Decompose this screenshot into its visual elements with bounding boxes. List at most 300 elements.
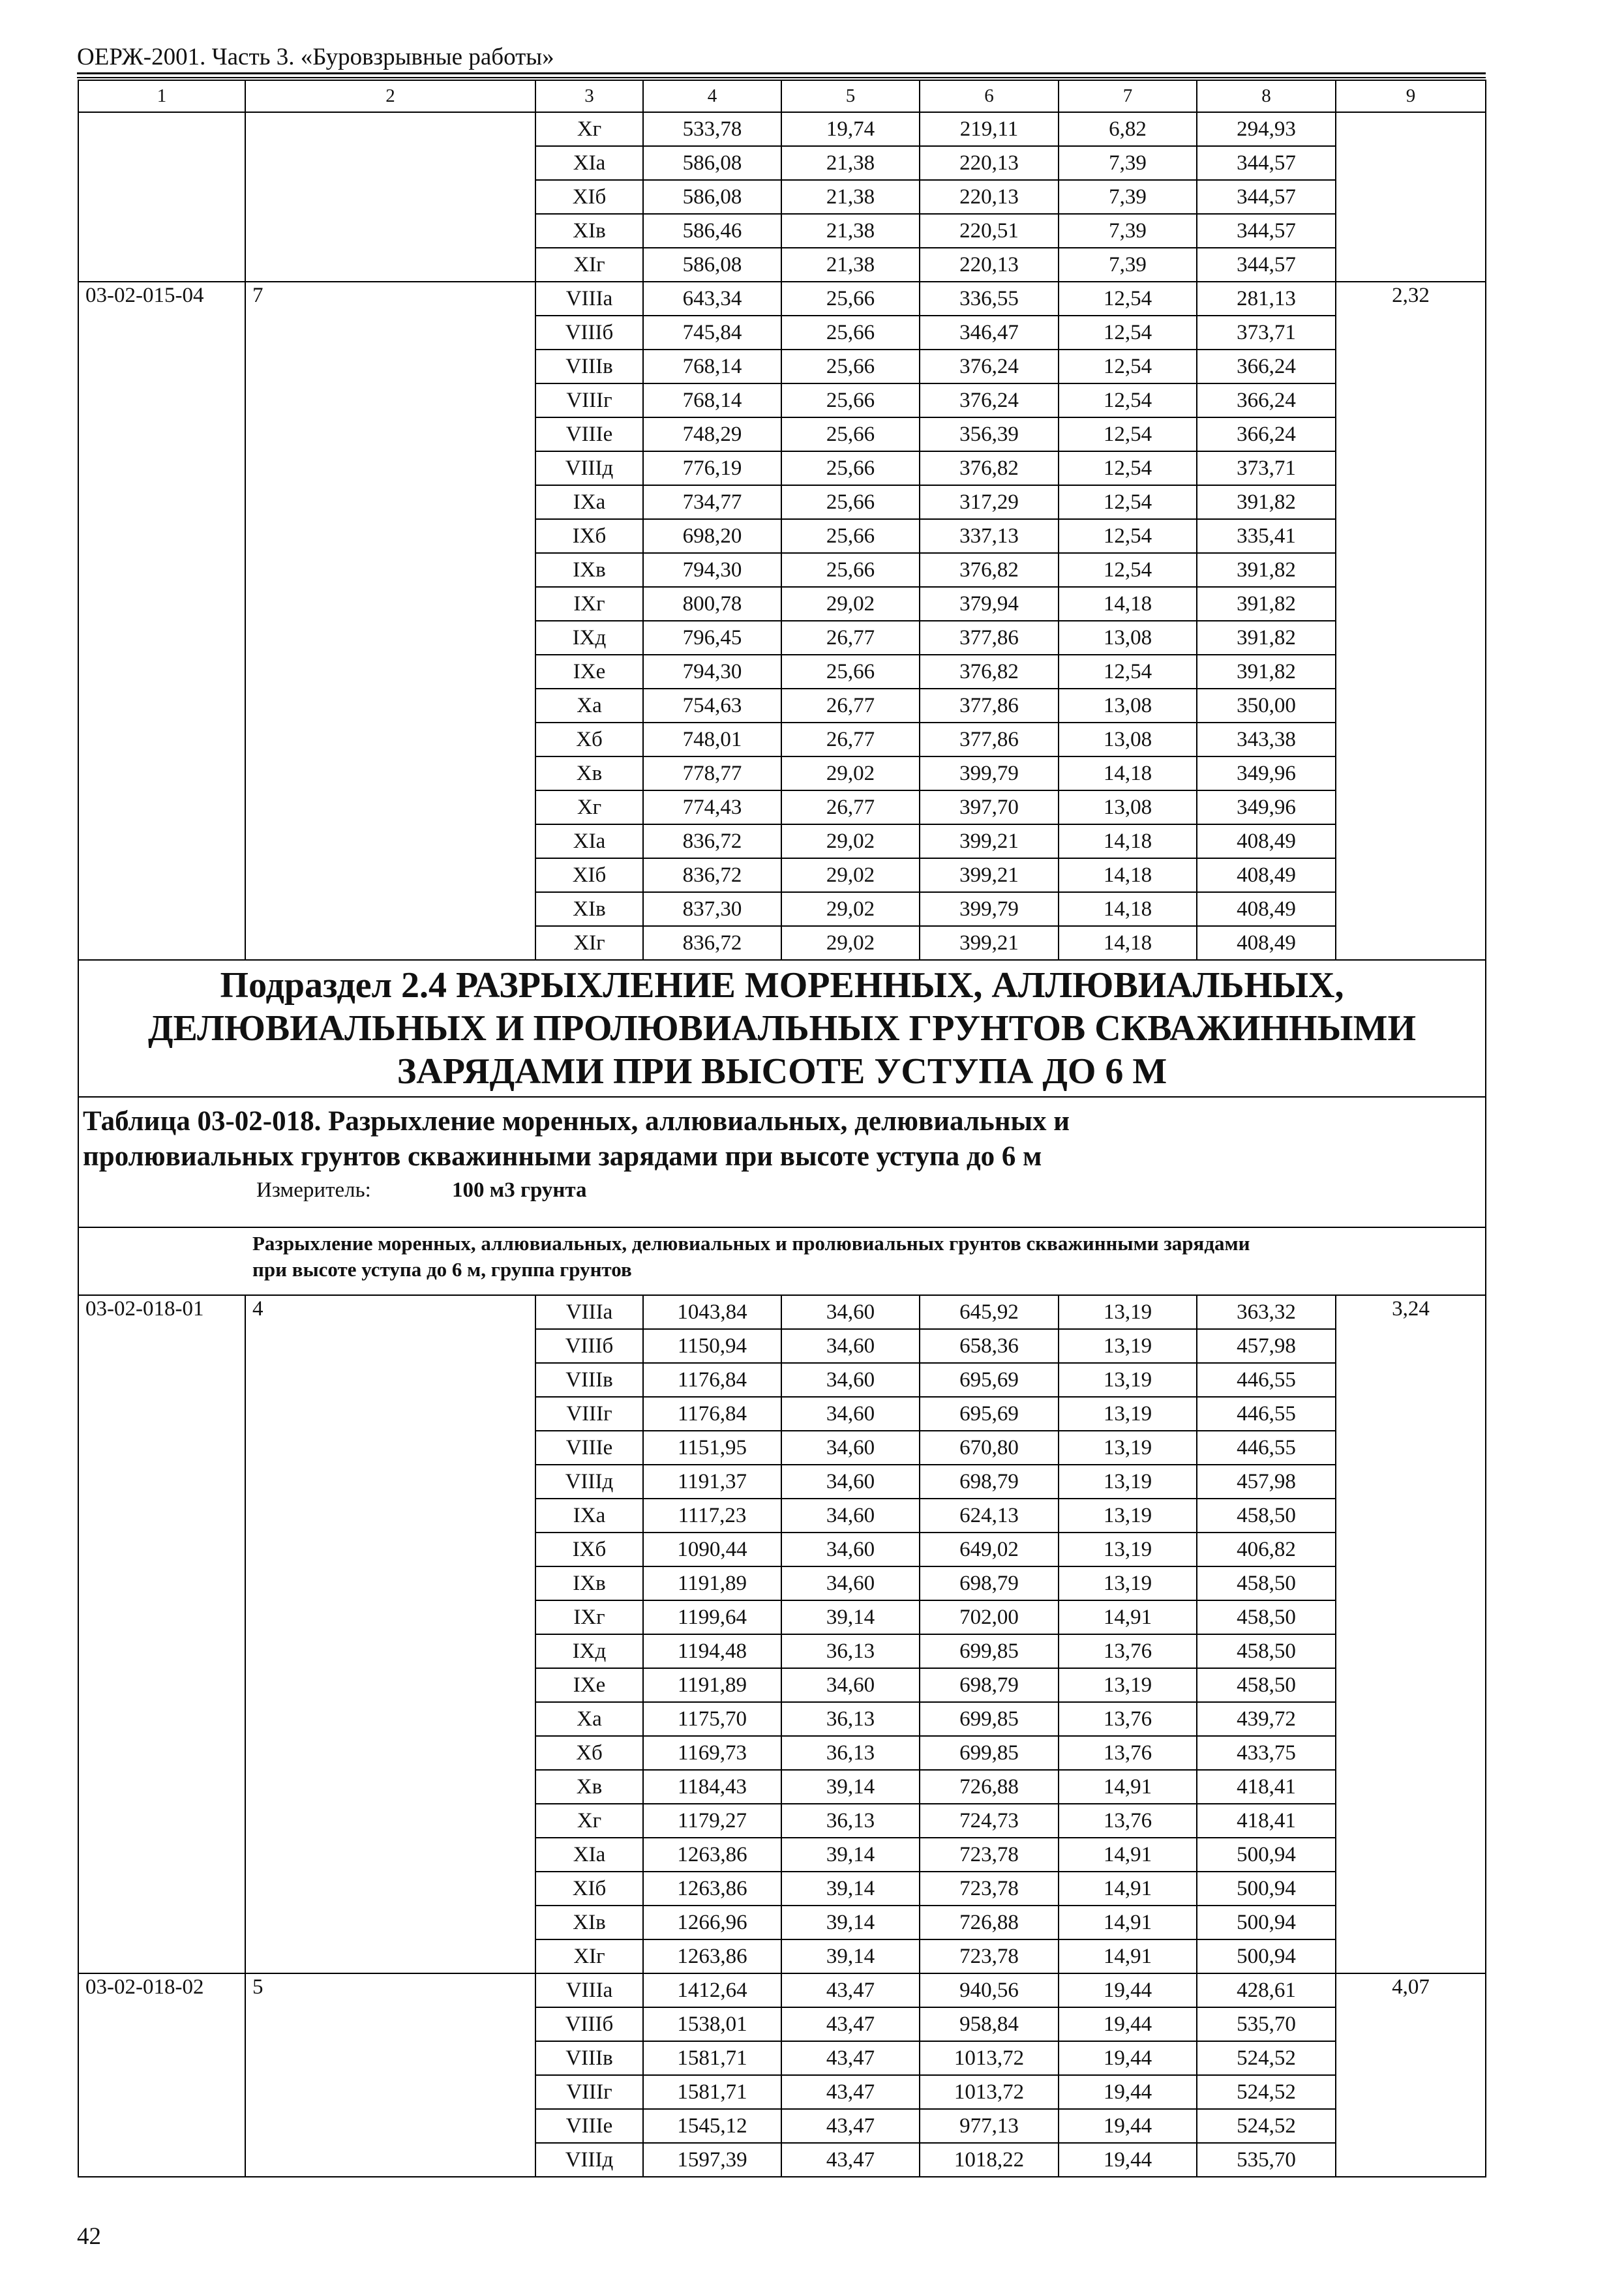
direct-costs: 748,01: [643, 723, 781, 756]
materials-cost: 433,75: [1197, 1736, 1336, 1770]
materials-cost: 524,52: [1197, 2109, 1336, 2143]
machine-costs: 376,24: [920, 350, 1059, 383]
soil-group-number: 5: [245, 1973, 535, 2177]
materials-cost: 446,55: [1197, 1431, 1336, 1465]
machine-costs: 695,69: [920, 1397, 1059, 1431]
soil-category: ХIв: [535, 1906, 643, 1939]
materials-cost: 344,57: [1197, 248, 1336, 282]
soil-category: VIIIб: [535, 1329, 643, 1363]
labor-wages: 34,60: [781, 1465, 920, 1499]
materials-cost: 366,24: [1197, 350, 1336, 383]
direct-costs: 774,43: [643, 790, 781, 824]
direct-costs: 698,20: [643, 519, 781, 553]
labor-coefficient: [1336, 112, 1486, 282]
soil-category: VIIIв: [535, 1363, 643, 1397]
labor-wages: 25,66: [781, 316, 920, 350]
machine-costs: 723,78: [920, 1838, 1059, 1872]
machine-costs: 219,11: [920, 112, 1059, 146]
direct-costs: 836,72: [643, 926, 781, 960]
machine-costs: 379,94: [920, 587, 1059, 621]
soil-category: IХг: [535, 1600, 643, 1634]
soil-category: VIIIб: [535, 316, 643, 350]
materials-cost: 373,71: [1197, 451, 1336, 485]
direct-costs: 1412,64: [643, 1973, 781, 2007]
machine-costs: 220,13: [920, 248, 1059, 282]
materials-cost: 524,52: [1197, 2041, 1336, 2075]
soil-category: ХIб: [535, 1872, 643, 1906]
materials-cost: 418,41: [1197, 1770, 1336, 1804]
operator-wages: 14,18: [1059, 926, 1197, 960]
operator-wages: 14,91: [1059, 1600, 1197, 1634]
machine-costs: 698,79: [920, 1668, 1059, 1702]
labor-wages: 34,60: [781, 1533, 920, 1566]
materials-cost: 344,57: [1197, 214, 1336, 248]
soil-category: IХб: [535, 519, 643, 553]
materials-cost: 366,24: [1197, 417, 1336, 451]
soil-category: IХв: [535, 553, 643, 587]
materials-cost: 446,55: [1197, 1363, 1336, 1397]
materials-cost: 458,50: [1197, 1668, 1336, 1702]
machine-costs: 726,88: [920, 1906, 1059, 1939]
operator-wages: 13,19: [1059, 1295, 1197, 1329]
direct-costs: 1263,86: [643, 1872, 781, 1906]
materials-cost: 349,96: [1197, 790, 1336, 824]
soil-category: VIIIа: [535, 1973, 643, 2007]
labor-wages: 43,47: [781, 2109, 920, 2143]
table-caption: [78, 1097, 1486, 1227]
soil-category: Ха: [535, 1702, 643, 1736]
operator-wages: 14,91: [1059, 1838, 1197, 1872]
materials-cost: 281,13: [1197, 282, 1336, 316]
materials-cost: 535,70: [1197, 2143, 1336, 2177]
machine-costs: 377,86: [920, 689, 1059, 723]
operator-wages: 14,91: [1059, 1939, 1197, 1973]
direct-costs: 643,34: [643, 282, 781, 316]
direct-costs: 1191,89: [643, 1566, 781, 1600]
machine-costs: 695,69: [920, 1363, 1059, 1397]
materials-cost: 446,55: [1197, 1397, 1336, 1431]
machine-costs: 624,13: [920, 1499, 1059, 1533]
soil-group-number: 4: [245, 1295, 535, 1973]
soil-category: IХа: [535, 1499, 643, 1533]
labor-wages: 43,47: [781, 2075, 920, 2109]
soil-category: VIIIа: [535, 282, 643, 316]
direct-costs: 1538,01: [643, 2007, 781, 2041]
operator-wages: 14,18: [1059, 587, 1197, 621]
soil-category: VIIIв: [535, 350, 643, 383]
materials-cost: 363,32: [1197, 1295, 1336, 1329]
materials-cost: 391,82: [1197, 655, 1336, 689]
materials-cost: 500,94: [1197, 1838, 1336, 1872]
materials-cost: 408,49: [1197, 926, 1336, 960]
labor-coefficient: 2,32: [1336, 282, 1486, 960]
labor-wages: 39,14: [781, 1872, 920, 1906]
labor-coefficient: 4,07: [1336, 1973, 1486, 2177]
soil-category: VIIIв: [535, 2041, 643, 2075]
soil-category: VIIIе: [535, 1431, 643, 1465]
header-rule-secondary: [77, 77, 1486, 78]
column-number: 3: [535, 80, 643, 112]
soil-category: ХIб: [535, 180, 643, 214]
materials-cost: 500,94: [1197, 1906, 1336, 1939]
materials-cost: 366,24: [1197, 383, 1336, 417]
direct-costs: 1581,71: [643, 2075, 781, 2109]
section-heading-line: ЗАРЯДАМИ ПРИ ВЫСОТЕ УСТУПА ДО 6 М: [397, 1051, 1167, 1092]
materials-cost: 457,98: [1197, 1465, 1336, 1499]
operator-wages: 12,54: [1059, 553, 1197, 587]
table-caption-row: [78, 1097, 1486, 1227]
labor-wages: 26,77: [781, 621, 920, 655]
soil-category: VIIIе: [535, 2109, 643, 2143]
materials-cost: 344,57: [1197, 146, 1336, 180]
machine-costs: 726,88: [920, 1770, 1059, 1804]
materials-cost: 344,57: [1197, 180, 1336, 214]
labor-wages: 34,60: [781, 1499, 920, 1533]
machine-costs: 699,85: [920, 1634, 1059, 1668]
soil-category: VIIIе: [535, 417, 643, 451]
materials-cost: 391,82: [1197, 553, 1336, 587]
labor-wages: 43,47: [781, 2007, 920, 2041]
soil-category: ХIа: [535, 824, 643, 858]
operator-wages: 19,44: [1059, 2109, 1197, 2143]
labor-wages: 29,02: [781, 587, 920, 621]
machine-costs: 317,29: [920, 485, 1059, 519]
operator-wages: 14,91: [1059, 1872, 1197, 1906]
work-description-line: при высоте уступа до 6 м, группа грунтов: [252, 1258, 632, 1281]
direct-costs: 1184,43: [643, 1770, 781, 1804]
soil-category: ХIб: [535, 858, 643, 892]
machine-costs: 702,00: [920, 1600, 1059, 1634]
column-number: 4: [643, 80, 781, 112]
materials-cost: 524,52: [1197, 2075, 1336, 2109]
labor-wages: 25,66: [781, 383, 920, 417]
soil-category: ХIг: [535, 926, 643, 960]
direct-costs: 1169,73: [643, 1736, 781, 1770]
soil-category: ХIв: [535, 892, 643, 926]
machine-costs: 376,82: [920, 655, 1059, 689]
operator-wages: 7,39: [1059, 180, 1197, 214]
rate-code: 03-02-015-04: [78, 282, 245, 960]
materials-cost: 349,96: [1197, 756, 1336, 790]
soil-category: Хг: [535, 1804, 643, 1838]
materials-cost: 458,50: [1197, 1600, 1336, 1634]
direct-costs: 776,19: [643, 451, 781, 485]
direct-costs: 1263,86: [643, 1939, 781, 1973]
materials-cost: 408,49: [1197, 892, 1336, 926]
operator-wages: 13,19: [1059, 1566, 1197, 1600]
operator-wages: 7,39: [1059, 214, 1197, 248]
rates-table: [78, 80, 1486, 2177]
machine-costs: 337,13: [920, 519, 1059, 553]
section-heading: [78, 960, 1486, 1097]
soil-category: VIIIд: [535, 1465, 643, 1499]
operator-wages: 7,39: [1059, 248, 1197, 282]
machine-costs: 1013,72: [920, 2075, 1059, 2109]
section-heading-line: ДЕЛЮВИАЛЬНЫХ И ПРОЛЮВИАЛЬНЫХ ГРУНТОВ СКВАЖИННЫМИ: [147, 1008, 1417, 1049]
direct-costs: 1263,86: [643, 1838, 781, 1872]
work-description-line: Разрыхление моренных, аллювиальных, делювиальных и пролювиальных грунтов скважинными зарядами: [252, 1232, 1250, 1255]
operator-wages: 12,54: [1059, 282, 1197, 316]
soil-category: VIIIг: [535, 2075, 643, 2109]
operator-wages: 14,91: [1059, 1906, 1197, 1939]
operator-wages: 13,19: [1059, 1363, 1197, 1397]
table-caption-title: Таблица 03-02-018. Разрыхление моренных, аллювиальных, делювиальных и: [83, 1106, 1070, 1137]
direct-costs: 768,14: [643, 383, 781, 417]
machine-costs: 1018,22: [920, 2143, 1059, 2177]
direct-costs: 1597,39: [643, 2143, 781, 2177]
direct-costs: 586,46: [643, 214, 781, 248]
column-number: 2: [245, 80, 535, 112]
labor-wages: 34,60: [781, 1668, 920, 1702]
operator-wages: 13,19: [1059, 1397, 1197, 1431]
labor-wages: 34,60: [781, 1295, 920, 1329]
soil-category: IХд: [535, 1634, 643, 1668]
soil-category: ХIв: [535, 214, 643, 248]
labor-wages: 25,66: [781, 282, 920, 316]
labor-wages: 34,60: [781, 1566, 920, 1600]
direct-costs: 1194,48: [643, 1634, 781, 1668]
soil-category: VIIIг: [535, 1397, 643, 1431]
machine-costs: 723,78: [920, 1872, 1059, 1906]
rate-code: 03-02-018-01: [78, 1295, 245, 1973]
rate-code: [78, 112, 245, 282]
direct-costs: 734,77: [643, 485, 781, 519]
materials-cost: 408,49: [1197, 824, 1336, 858]
column-number: 7: [1059, 80, 1197, 112]
materials-cost: 373,71: [1197, 316, 1336, 350]
soil-category: IХг: [535, 587, 643, 621]
labor-wages: 36,13: [781, 1736, 920, 1770]
labor-wages: 26,77: [781, 723, 920, 756]
soil-category: Хб: [535, 1736, 643, 1770]
machine-costs: 399,21: [920, 824, 1059, 858]
unit-label: Измеритель:: [256, 1178, 371, 1202]
soil-category: IХд: [535, 621, 643, 655]
direct-costs: 533,78: [643, 112, 781, 146]
machine-costs: 645,92: [920, 1295, 1059, 1329]
machine-costs: 399,79: [920, 756, 1059, 790]
operator-wages: 19,44: [1059, 2143, 1197, 2177]
materials-cost: 408,49: [1197, 858, 1336, 892]
table-caption-title: пролювиальных грунтов скважинными зарядами при высоте уступа до 6 м: [83, 1141, 1042, 1172]
materials-cost: 350,00: [1197, 689, 1336, 723]
machine-costs: 376,82: [920, 553, 1059, 587]
operator-wages: 19,44: [1059, 1973, 1197, 2007]
direct-costs: 1176,84: [643, 1397, 781, 1431]
machine-costs: 399,21: [920, 858, 1059, 892]
direct-costs: 1151,95: [643, 1431, 781, 1465]
materials-cost: 439,72: [1197, 1702, 1336, 1736]
machine-costs: 399,79: [920, 892, 1059, 926]
rate-code: 03-02-018-02: [78, 1973, 245, 2177]
labor-wages: 36,13: [781, 1702, 920, 1736]
labor-wages: 36,13: [781, 1804, 920, 1838]
operator-wages: 13,19: [1059, 1465, 1197, 1499]
labor-wages: 36,13: [781, 1634, 920, 1668]
direct-costs: 794,30: [643, 553, 781, 587]
page-header: ОЕРЖ-2001. Часть 3. «Буровзрывные работы»: [77, 44, 554, 70]
direct-costs: 586,08: [643, 180, 781, 214]
materials-cost: 457,98: [1197, 1329, 1336, 1363]
operator-wages: 12,54: [1059, 485, 1197, 519]
materials-cost: 458,50: [1197, 1499, 1336, 1533]
labor-wages: 34,60: [781, 1363, 920, 1397]
operator-wages: 14,18: [1059, 892, 1197, 926]
operator-wages: 19,44: [1059, 2007, 1197, 2041]
operator-wages: 13,19: [1059, 1431, 1197, 1465]
machine-costs: 724,73: [920, 1804, 1059, 1838]
operator-wages: 13,76: [1059, 1804, 1197, 1838]
operator-wages: 7,39: [1059, 146, 1197, 180]
direct-costs: 778,77: [643, 756, 781, 790]
soil-group-number: [245, 112, 535, 282]
materials-cost: 391,82: [1197, 587, 1336, 621]
labor-wages: 39,14: [781, 1838, 920, 1872]
materials-cost: 418,41: [1197, 1804, 1336, 1838]
column-number-row: [78, 80, 1486, 112]
table-row: [78, 112, 1486, 146]
direct-costs: 1199,64: [643, 1600, 781, 1634]
operator-wages: 12,54: [1059, 417, 1197, 451]
labor-wages: 29,02: [781, 892, 920, 926]
machine-costs: 356,39: [920, 417, 1059, 451]
operator-wages: 13,19: [1059, 1329, 1197, 1363]
soil-category: Хв: [535, 756, 643, 790]
machine-costs: 376,82: [920, 451, 1059, 485]
column-number: 5: [781, 80, 920, 112]
operator-wages: 13,08: [1059, 723, 1197, 756]
labor-wages: 26,77: [781, 689, 920, 723]
column-number: 6: [920, 80, 1059, 112]
soil-category: ХIг: [535, 1939, 643, 1973]
machine-costs: 699,85: [920, 1736, 1059, 1770]
labor-wages: 39,14: [781, 1906, 920, 1939]
direct-costs: 1176,84: [643, 1363, 781, 1397]
page-number: 42: [77, 2223, 101, 2250]
direct-costs: 1175,70: [643, 1702, 781, 1736]
direct-costs: 586,08: [643, 146, 781, 180]
machine-costs: 698,79: [920, 1566, 1059, 1600]
machine-costs: 723,78: [920, 1939, 1059, 1973]
soil-category: ХIа: [535, 1838, 643, 1872]
operator-wages: 13,19: [1059, 1499, 1197, 1533]
machine-costs: 220,51: [920, 214, 1059, 248]
section-heading-line: Подраздел 2.4 РАЗРЫХЛЕНИЕ МОРЕННЫХ, АЛЛЮВИАЛЬНЫХ,: [220, 965, 1344, 1006]
operator-wages: 14,18: [1059, 858, 1197, 892]
header-rule: [77, 72, 1486, 74]
soil-category: VIIIд: [535, 2143, 643, 2177]
labor-wages: 21,38: [781, 180, 920, 214]
materials-cost: 458,50: [1197, 1634, 1336, 1668]
direct-costs: 768,14: [643, 350, 781, 383]
soil-category: Хв: [535, 1770, 643, 1804]
materials-cost: 535,70: [1197, 2007, 1336, 2041]
labor-wages: 25,66: [781, 417, 920, 451]
soil-category: VIIIб: [535, 2007, 643, 2041]
operator-wages: 14,18: [1059, 824, 1197, 858]
labor-wages: 25,66: [781, 350, 920, 383]
labor-wages: 21,38: [781, 146, 920, 180]
soil-category: VIIIг: [535, 383, 643, 417]
operator-wages: 14,91: [1059, 1770, 1197, 1804]
direct-costs: 837,30: [643, 892, 781, 926]
materials-cost: 500,94: [1197, 1872, 1336, 1906]
table-row: [78, 282, 1486, 316]
direct-costs: 1191,37: [643, 1465, 781, 1499]
materials-cost: 391,82: [1197, 621, 1336, 655]
operator-wages: 13,76: [1059, 1702, 1197, 1736]
direct-costs: 1581,71: [643, 2041, 781, 2075]
materials-cost: 458,50: [1197, 1566, 1336, 1600]
soil-category: Хг: [535, 112, 643, 146]
materials-cost: 294,93: [1197, 112, 1336, 146]
labor-wages: 39,14: [781, 1600, 920, 1634]
labor-wages: 25,66: [781, 553, 920, 587]
table-row: [78, 1295, 1486, 1329]
labor-wages: 25,66: [781, 451, 920, 485]
operator-wages: 12,54: [1059, 316, 1197, 350]
labor-wages: 25,66: [781, 655, 920, 689]
machine-costs: 699,85: [920, 1702, 1059, 1736]
soil-category: IХв: [535, 1566, 643, 1600]
labor-wages: 21,38: [781, 214, 920, 248]
labor-coefficient: 3,24: [1336, 1295, 1486, 1973]
column-number: 1: [78, 80, 245, 112]
work-description: [78, 1227, 1486, 1295]
machine-costs: 220,13: [920, 180, 1059, 214]
direct-costs: 586,08: [643, 248, 781, 282]
machine-costs: 658,36: [920, 1329, 1059, 1363]
labor-wages: 43,47: [781, 2143, 920, 2177]
work-description-row: [78, 1227, 1486, 1295]
direct-costs: 796,45: [643, 621, 781, 655]
machine-costs: 940,56: [920, 1973, 1059, 2007]
labor-wages: 34,60: [781, 1397, 920, 1431]
direct-costs: 1179,27: [643, 1804, 781, 1838]
machine-costs: 399,21: [920, 926, 1059, 960]
direct-costs: 745,84: [643, 316, 781, 350]
labor-wages: 25,66: [781, 485, 920, 519]
operator-wages: 12,54: [1059, 519, 1197, 553]
direct-costs: 1191,89: [643, 1668, 781, 1702]
machine-costs: 958,84: [920, 2007, 1059, 2041]
direct-costs: 794,30: [643, 655, 781, 689]
soil-category: ХIг: [535, 248, 643, 282]
soil-category: IХе: [535, 655, 643, 689]
materials-cost: 343,38: [1197, 723, 1336, 756]
table-row: [78, 1973, 1486, 2007]
direct-costs: 1043,84: [643, 1295, 781, 1329]
operator-wages: 13,19: [1059, 1533, 1197, 1566]
direct-costs: 1545,12: [643, 2109, 781, 2143]
operator-wages: 13,76: [1059, 1634, 1197, 1668]
machine-costs: 670,80: [920, 1431, 1059, 1465]
column-number: 8: [1197, 80, 1336, 112]
labor-wages: 21,38: [781, 248, 920, 282]
machine-costs: 346,47: [920, 316, 1059, 350]
unit-value: 100 м3 грунта: [452, 1178, 587, 1202]
materials-cost: 500,94: [1197, 1939, 1336, 1973]
machine-costs: 698,79: [920, 1465, 1059, 1499]
soil-category: Ха: [535, 689, 643, 723]
operator-wages: 19,44: [1059, 2075, 1197, 2109]
labor-wages: 34,60: [781, 1329, 920, 1363]
machine-costs: 336,55: [920, 282, 1059, 316]
operator-wages: 13,08: [1059, 689, 1197, 723]
soil-category: VIIIд: [535, 451, 643, 485]
soil-category: IХа: [535, 485, 643, 519]
labor-wages: 39,14: [781, 1770, 920, 1804]
